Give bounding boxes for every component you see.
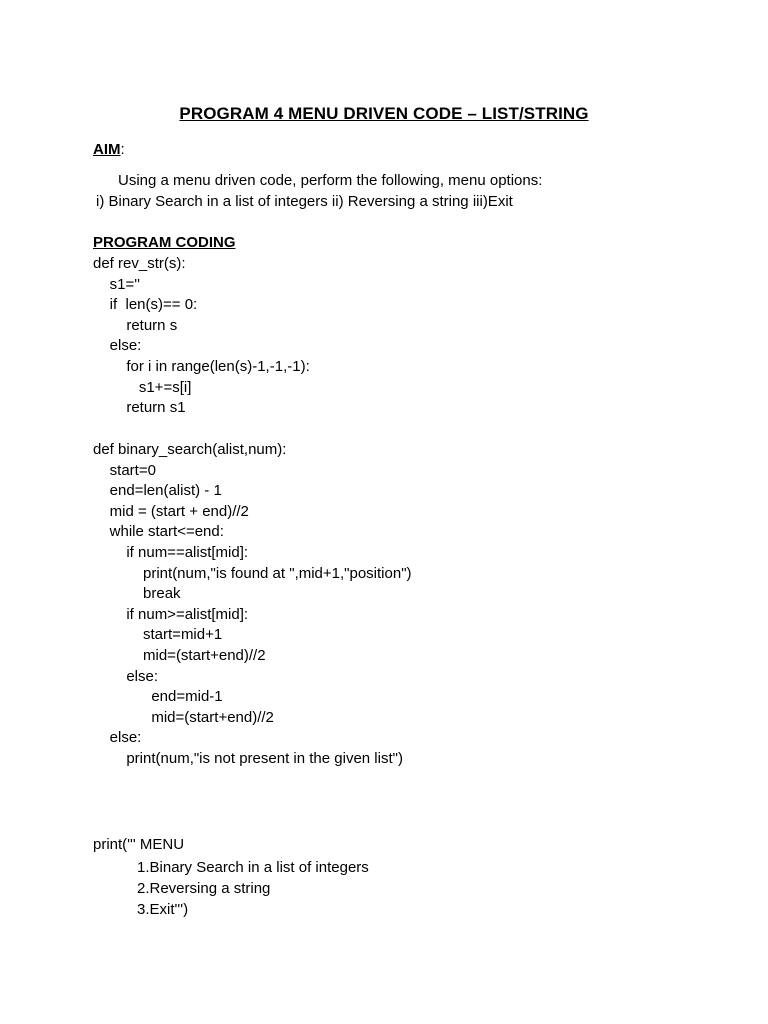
menu-option-2: 2.Reversing a string bbox=[137, 880, 271, 897]
aim-heading bbox=[93, 141, 125, 158]
program-coding-heading bbox=[93, 234, 236, 251]
aim-heading-colon: : bbox=[120, 141, 125, 158]
program-coding-label: PROGRAM CODING bbox=[93, 234, 236, 251]
aim-heading-label: AIM bbox=[93, 141, 121, 158]
menu-options-list bbox=[137, 857, 369, 920]
binary-search-code-block: def binary_search(alist,num): start=0 end=len(alist) - 1 mid = (start + end)//2 while start<=end: if num==alist[mid]: print(num,"is found at ",mid+1,"position") break if num>=alist[mid]: start=mid+1 mid=(start+end)//2 else: end=mid-1 mid=(start+end)//2 else: print(num,"is not present in the given list") bbox=[93, 441, 412, 767]
menu-option-1: 1.Binary Search in a list of integers bbox=[137, 859, 369, 876]
menu-option-3: 3.Exit''') bbox=[137, 901, 189, 918]
aim-text-line-2: i) Binary Search in a list of integers ii) Reversing a string iii)Exit bbox=[96, 193, 513, 210]
page-title: PROGRAM 4 MENU DRIVEN CODE – LIST/STRING bbox=[179, 104, 589, 123]
menu-print-line: print(''' MENU bbox=[93, 836, 185, 853]
rev-str-code-block: def rev_str(s): s1='' if len(s)== 0: return s else: for i in range(len(s)-1,-1,-1): s1+=s[i] return s1 bbox=[93, 255, 310, 417]
aim-text-line-1: Using a menu driven code, perform the following, menu options: bbox=[118, 172, 543, 189]
